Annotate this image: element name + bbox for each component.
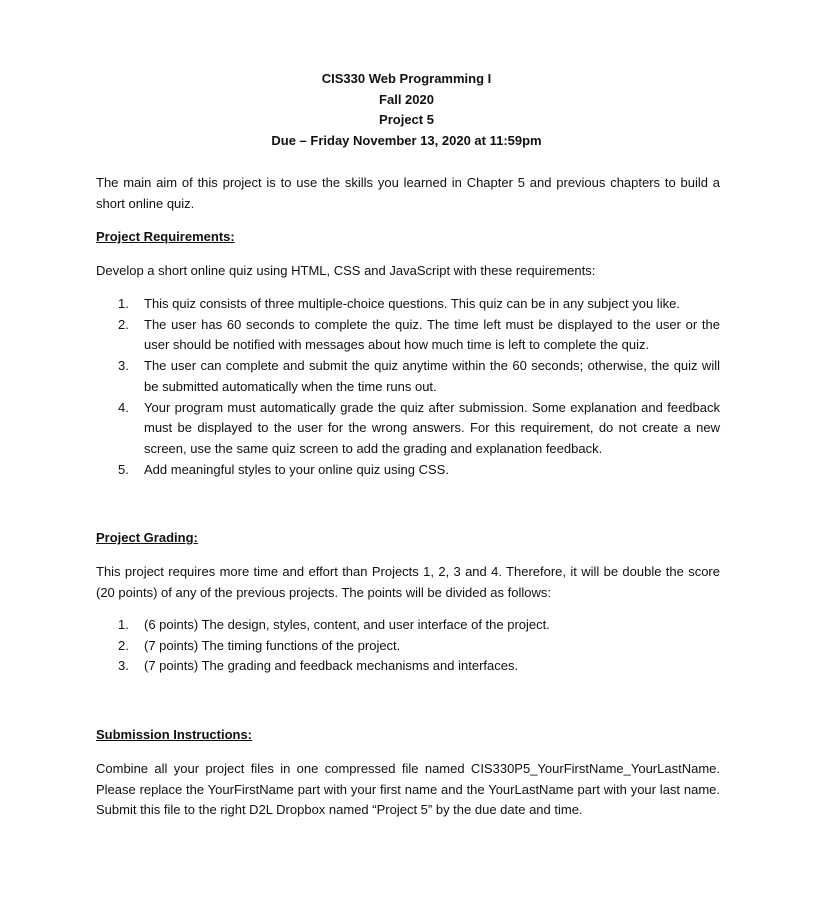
project-number: Project 5 [379, 112, 434, 128]
term: Fall 2020 [379, 91, 434, 107]
list-text: (7 points) The grading and feedback mechanisms and interfaces. [144, 658, 519, 674]
submission-paragraph: Combine all your project files in one compressed file named CIS330P5_YourFirstName_YourLastName. Please replace the YourFirstName part with your first name and the YourLastName part with your last name. Submit this file to the right D2L Dropbox named “Project 5” by the due date and time. [96, 761, 720, 818]
list-text: (6 points) The design, styles, content, and user interface of the project. [144, 617, 550, 632]
list-number: 3. [118, 358, 129, 374]
list-item [118, 636, 720, 657]
intro-paragraph: The main aim of this project is to use the skills you learned in Chapter 5 and previous chapters to build a short online quiz. [96, 175, 720, 211]
requirements-heading: Project Requirements: [96, 229, 235, 244]
list-text: Your program must automatically grade the quiz after submission. Some explanation and feedback must be displayed to the user for the wrong answers. For this requirement, do not create a new screen, use the same quiz screen to add the grading and explanation feedback. [144, 399, 720, 456]
grading-list [118, 615, 720, 677]
list-item [118, 398, 720, 460]
list-text: (7 points) The timing functions of the project. [144, 637, 401, 653]
list-number: 5. [118, 461, 129, 477]
list-number: 3. [118, 658, 129, 674]
list-number: 1. [118, 617, 129, 632]
requirements-list [118, 294, 720, 480]
list-item [118, 294, 720, 315]
list-text: Add meaningful styles to your online quiz using CSS. [144, 461, 449, 477]
list-text: The user has 60 seconds to complete the quiz. The time left must be displayed to the user or the user should be notified with messages about how much time is left to complete the quiz. [144, 316, 720, 353]
submission-heading: Submission Instructions: [96, 727, 253, 742]
grading-lead: This project requires more time and effort than Projects 1, 2, 3 and 4. Therefore, it will be double the score (20 points) of any of the previous projects. The points will be divided as follows: [96, 564, 720, 600]
course-title: CIS330 Web Programming I [321, 71, 492, 86]
due-date: Due – Friday November 13, 2020 at 11:59pm [271, 133, 542, 149]
list-item [118, 656, 720, 677]
list-item [118, 356, 720, 397]
document-header [0, 69, 813, 152]
list-number: 4. [118, 399, 129, 415]
list-item [118, 460, 720, 481]
grading-heading: Project Grading: [96, 530, 198, 545]
list-number: 2. [118, 316, 129, 332]
list-number: 2. [118, 637, 129, 653]
list-number: 1. [118, 296, 129, 311]
list-item [118, 315, 720, 356]
list-text: This quiz consists of three multiple-choice questions. This quiz can be in any subject you like. [144, 296, 680, 311]
list-text: The user can complete and submit the quiz anytime within the 60 seconds; otherwise, the quiz will be submitted automatically when the time runs out. [144, 358, 720, 394]
requirements-lead: Develop a short online quiz using HTML, CSS and JavaScript with these requirements: [96, 263, 596, 278]
list-item [118, 615, 720, 636]
